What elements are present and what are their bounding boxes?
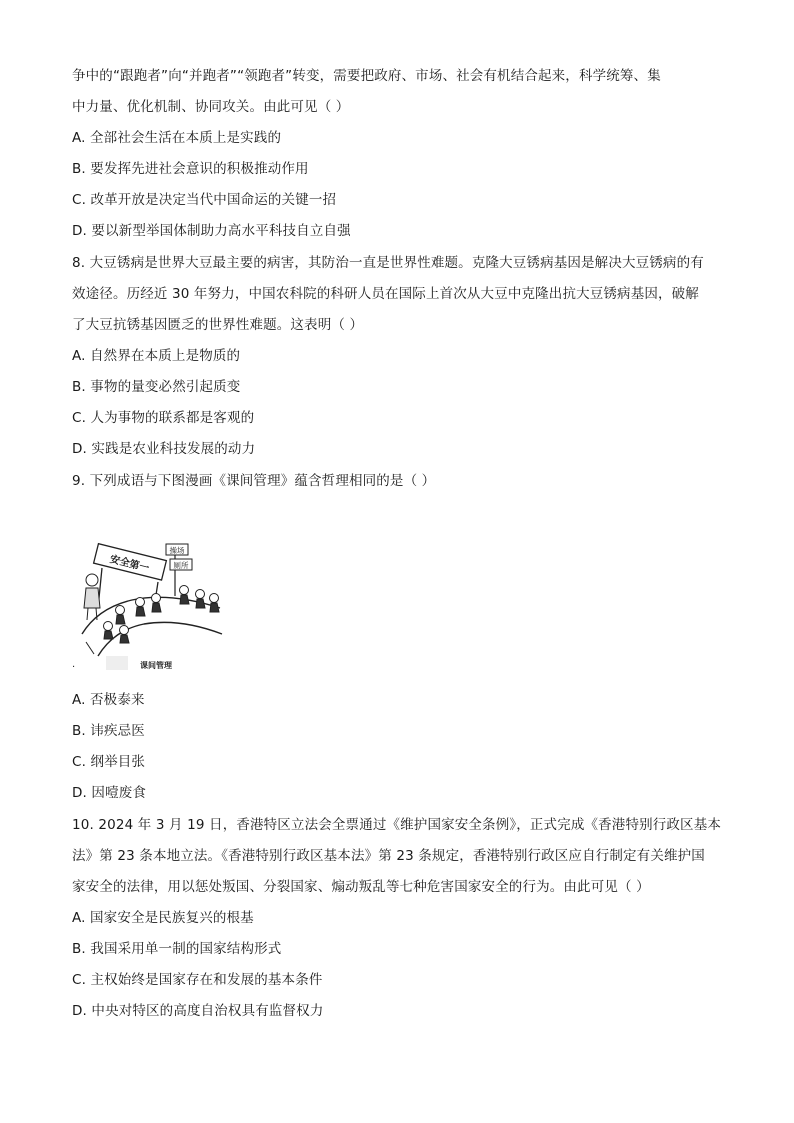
sign-top-text: 操场 xyxy=(169,546,185,555)
q9-stem: 9. 下列成语与下图漫画《课间管理》蕴含哲理相同的是（ ） xyxy=(72,473,436,489)
q8-stem-line-1: 8. 大豆锈病是世界大豆最主要的病害，其防治一直是世界性难题。克隆大豆锈病基因是解决大豆锈病的有 xyxy=(72,255,704,271)
q8-stem-line-3: 了大豆抗锈基因匮乏的世界性难题。这表明（ ） xyxy=(72,317,364,333)
q8-option-d[interactable]: D. 实践是农业科技发展的动力 xyxy=(72,441,256,457)
q7-stem-line-1: 争中的“跟跑者”向“并跑者”“领跑者”转变，需要把政府、市场、社会有机结合起来，科学统筹、集 xyxy=(72,68,661,84)
stray-dot: . xyxy=(72,659,76,670)
q10-option-d[interactable]: D. 中央对特区的高度自治权具有监督权力 xyxy=(72,1003,324,1019)
q10-option-b[interactable]: B. 我国采用单一制的国家结构形式 xyxy=(72,941,282,957)
q8-option-b[interactable]: B. 事物的量变必然引起质变 xyxy=(72,379,241,395)
sign-bottom-text: 厕所 xyxy=(173,561,189,570)
q10-stem-line-1: 10. 2024 年 3 月 19 日，香港特区立法会全票通过《维护国家安全条例》，正式完成《香港特别行政区基本 xyxy=(72,817,721,833)
q7-option-a[interactable]: A. 全部社会生活在本质上是实践的 xyxy=(72,130,282,146)
q10-stem-line-2: 法》第 23 条本地立法。《香港特别行政区基本法》第 23 条规定，香港特别行政区应自行制定有关维护国 xyxy=(72,848,705,864)
signboard-text: 安全第一 xyxy=(108,554,151,575)
cartoon-caption: 课间管理 xyxy=(140,661,172,670)
q7-option-d[interactable]: D. 要以新型举国体制助力高水平科技自立自强 xyxy=(72,223,351,239)
q8-option-a[interactable]: A. 自然界在本质上是物质的 xyxy=(72,348,241,364)
cartoon-drawing xyxy=(80,538,230,676)
q9-option-a[interactable]: A. 否极泰来 xyxy=(72,692,145,708)
q10-stem-line-3: 家安全的法律，用以惩处叛国、分裂国家、煽动叛乱等七种危害国家安全的行为。由此可见（ ） xyxy=(72,879,650,895)
q7-stem-line-2: 中力量、优化机制、协同攻关。由此可见（ ） xyxy=(72,99,350,115)
cartoon-image xyxy=(80,538,230,676)
q10-option-a[interactable]: A. 国家安全是民族复兴的根基 xyxy=(72,910,254,926)
q7-option-b[interactable]: B. 要发挥先进社会意识的积极推动作用 xyxy=(72,161,309,177)
q8-option-c[interactable]: C. 人为事物的联系都是客观的 xyxy=(72,410,255,426)
q10-option-c[interactable]: C. 主权始终是国家存在和发展的基本条件 xyxy=(72,972,323,988)
q9-option-d[interactable]: D. 因噎废食 xyxy=(72,785,147,801)
q8-stem-line-2: 效途径。历经近 30 年努力，中国农科院的科研人员在国际上首次从大豆中克隆出抗大豆锈病基因，破解 xyxy=(72,286,699,302)
q7-option-c[interactable]: C. 改革开放是决定当代中国命运的关键一招 xyxy=(72,192,337,208)
q9-option-c[interactable]: C. 纲举目张 xyxy=(72,754,146,770)
q9-option-b[interactable]: B. 讳疾忌医 xyxy=(72,723,145,739)
